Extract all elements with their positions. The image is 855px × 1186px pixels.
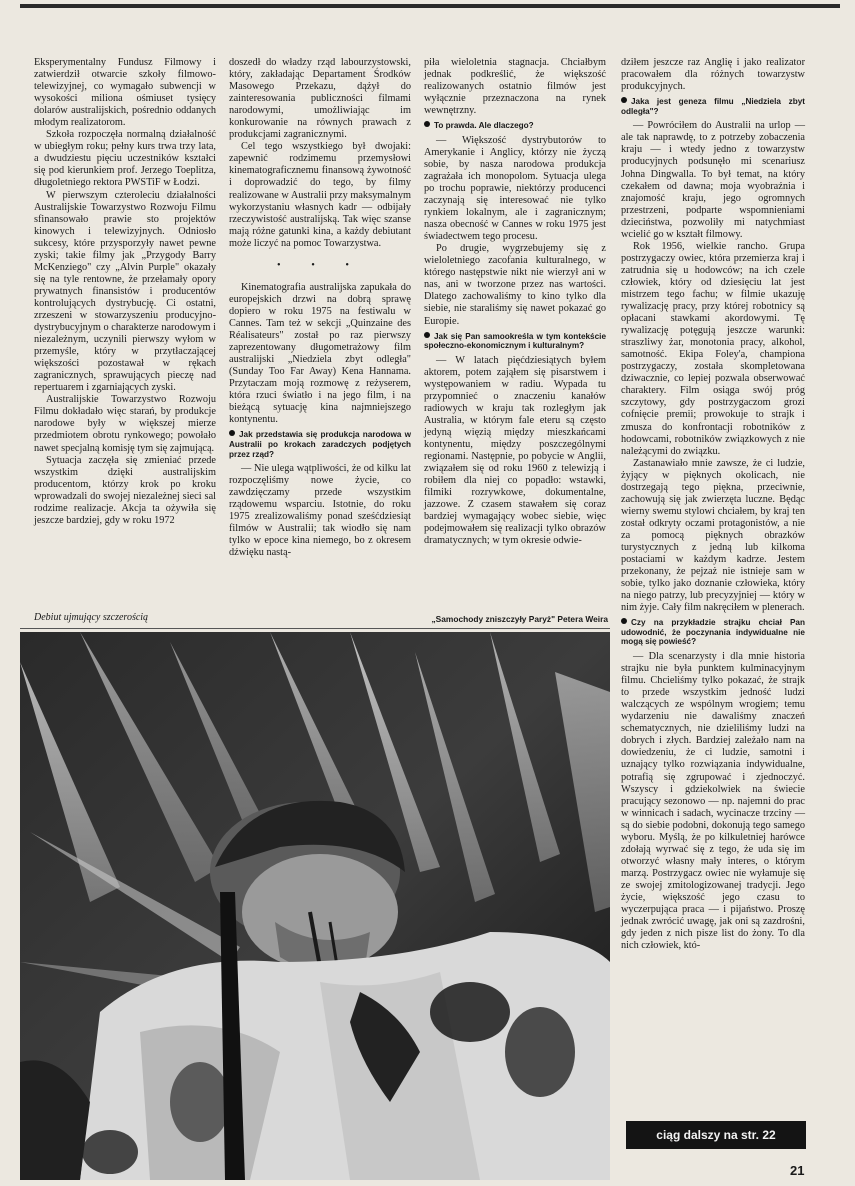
text-column-2 — [229, 57, 411, 560]
paragraph: Cel tego wszystkiego był dwojaki: zapewnić rodzimemu przemysłowi kinematograficznemu finansową żywotność i doprowadzić do tego, by filmy realizowane w Australii przy maksymalnym wykorzystaniu własnych kadr — odbijały rzeczywistość australijską. Tak więc szanse mają różne gatunki kina, a każdy debiutant może liczyć na pomoc Towarzystwa. — [229, 141, 411, 249]
photo-caption-right: „Samochody zniszczyły Paryż" Petera Weira — [431, 614, 608, 624]
question-text: Jak się Pan samookreśla w tym kontekście społeczno-ekonomicznym i kulturalnym? — [424, 331, 606, 351]
interview-question — [621, 618, 805, 647]
bullet-icon — [424, 332, 430, 338]
paragraph: — Powróciłem do Australii na urlop — ale tak naprawdę, to z potrzeby zobaczenia kraju — i wtedy jedno z towarzystw producyjnych podsunęło mi scenariusz Johna Dingwalla. To był temat, na który czekałem od dawna; moja wyobraźnia i znajomość kraju, jego ogromnych przestrzeni, podparte wspomnieniami dzieciństwa, pozwoliły mi natychmiast wcielić go w kształt filmowy. — [621, 120, 805, 240]
bullet-icon — [229, 430, 235, 436]
paragraph: W pierwszym czteroleciu działalności Australijskie Towarzystwo Rozwoju Filmu sfinansowało prawie sto projektów kinowych i telewizyjnych. Odniosło sukcesy, które przysporzyły nawet pewne zyski; takie filmy jak „Przygody Barry McKenziego" czy „Alvin Purple" okazały się na tyle rentowne, że przełamały opory prywatnych finansistów i producentów kontrolujących dystrybucję. Ci ostatni, zrzeszeni w stowarzyszeniu producyjno-dystrybucyjnym o charakterze narodowym i niezależnym, uczynili pierwszy wyłom w przemyśle, który w przytłaczającej większości pozostawał w rękach zagranicznych, sprawujących pieczę nad repertuarem i zgarniających zyski. — [34, 189, 216, 394]
bullet-icon — [621, 97, 627, 103]
paragraph: — Większość dystrybutorów to Amerykanie i Anglicy, którzy nie życzą sobie, by nasza narodowa produkcja zagrażała ich monopolom. Sytuacja ulega po trochu poprawie, niektórzy producenci zaczynają się interesować nie tylko rynkiem lokalnym, ale i zagranicznym; nasza obecność w Cannes w roku 1975 jest świadectwem tego procesu. — [424, 134, 606, 243]
paragraph: Kinematografia australijska zapukała do europejskich drzwi na dobrą sprawę dopiero w roku 1975 na festiwalu w Cannes. Tam też w sekcji „Quinzaine des Réalisateurs" został po raz pierwszy zaprezentowany długometrażowy film australijski „Niedziela zbyt odległa" (Sunday Too Far Away) Kena Hannama. Przytaczam moją rozmowę z reżyserem, która rzuci światło i na jego film, i na bieżącą sytuację kina najmniejszego kontynentu. — [229, 281, 411, 426]
caption-rule — [20, 628, 610, 629]
interview-question — [229, 430, 411, 459]
text-column-3 — [424, 57, 606, 548]
col1-paragraphs — [34, 57, 216, 527]
bullet-icon — [424, 121, 430, 127]
question-text: Jaka jest geneza filmu „Niedziela zbyt odległa"? — [621, 97, 805, 116]
paragraph: Australijskie Towarzystwo Rozwoju Filmu dokładało więc starań, by produkcje narodowe były w większej mierze przedmiotem obrotu rynkowego; powołało nawet specjalną komisję tym się zajmującą. — [34, 394, 216, 454]
photo-caption-left: Debiut ujmujący szczerością — [34, 612, 149, 623]
question-text: Jak przedstawia się produkcja narodowa w Australii po krokach zaradczych podjętych przez rząd? — [229, 430, 411, 459]
section-divider: • • • — [277, 259, 363, 271]
paragraph: — W latach pięćdziesiątych byłem aktorem, potem zająłem się pisarstwem i występowaniem w radiu. Wypada tu przypomnieć o znaczeniu kanałów radiowych w kraju tak rozległym jak Australia, w którym fale eteru są często jedyną więzią między mieszkańcami kontynentu, między poszczególnymi regionami. Następnie, po pobycie w Anglii, związałem się od roku 1960 z telewizją i robiłem dla niej co popadło: wstawki, filmiki rozrywkowe, dokumentalne, jazzowe. Z czasem stawałem się coraz bardziej wymagający wobec siebie, więc podejmowałem się realizacji tylko obrazów dramatycznych; w tym okresie odwie- — [424, 354, 606, 547]
paragraph: Zastanawiało mnie zawsze, że ci ludzie, żyjący w pięknych okolicach, nie dostrzegają tego piękna, przeciwnie, zachowują się jak zwierzęta luczne. Będąc wierny swemu stylowi chciałem, by kraj ten został odkryty oczami protagonistów, a nie za pomocą pięknych obrazków turystycznych z jedną lub kilkoma postaciami w każdym kadrze. Jestem przekonany, że pejzaż nie istnieje sam w sobie, tylko jako doznanie człowieka, który na niego patrzy, lub precyzyjniej — który w nim żyje. Cały film nakręciłem w plenerach. — [621, 457, 805, 614]
film-still-illustration — [20, 632, 610, 1180]
top-rule — [20, 4, 840, 8]
paragraph: — Nie ulega wątpliwości, że od kilku lat rozpoczęliśmy nowe życie, co zawdzięczamy przede wszystkim rządowemu wsparciu. Istotnie, do roku 1975 zrealizowaliśmy ponad sześćdziesiąt filmów w Australii; tak wiodło się nam tylko w epoce kina niemego, bo z okresem dźwięku nastą- — [229, 463, 411, 559]
text-column-1 — [34, 57, 216, 527]
paragraph: Po drugie, wygrzebujemy się z wieloletniego zacofania kulturalnego, w którego następstwie nikt nie wierzył ani w nas, ani w tworzone przez nas wartości. Dlatego zachowaliśmy to kino tylko dla siebie, nie staraliśmy się nawet pokazać go Europie. — [424, 243, 606, 327]
paragraph: Eksperymentalny Fundusz Filmowy i zatwierdził otwarcie szkoły filmowo-telewizyjnej, co wymagało subwencji w wysokości miliona ośmiuset tysięcy dolarów australijskich, pośrednio oddanych młodym realizatorom. — [34, 57, 216, 129]
paragraph: piła wieloletnia stagnacja. Chciałbym jednak podkreślić, że większość realizowanych ostatnio filmów jest wyłącznie przeznaczona na rynek wewnętrzny. — [424, 57, 606, 117]
paragraph: Szkoła rozpoczęła normalną działalność w ubiegłym roku; pełny kurs trwa trzy lata, a dwudziestu pięciu uczestników kształci się pod kierunkiem prof. Jerzego Toeplitza, długoletniego rektora PWSTiF w Łodzi. — [34, 129, 216, 189]
bullet-icon — [621, 618, 627, 624]
paragraph: dziłem jeszcze raz Anglię i jako realizator pracowałem dla różnych towarzystw produkcyjnych. — [621, 57, 805, 93]
continued-on-page: ciąg dalszy na str. 22 — [626, 1121, 806, 1149]
question-text: To prawda. Ale dlaczego? — [434, 121, 534, 131]
text-column-4 — [621, 57, 805, 952]
interview-question — [424, 121, 606, 131]
paragraph: Rok 1956, wielkie rancho. Grupa postrzygaczy owiec, która przemierza kraj i zatrudnia się u hodowców; na ich czele człowiek, który od dziesięciu lat jest mistrzem tego fachu; w filmie ukazuję rywalizację pracy, przy której robotnicy są opłacani stawkami akordowymi. Tę rywalizację potęgują jeszcze warunki: straszliwy żar, monotonia pracy, alkohol, samotność. Ekipa Foley'a, championa postrzygaczy, została skompletowana dziwacznie, co lepiej pozwala obserwować charaktery. Film osiąga swój próg szczytowy, gdy postrzygaczom grozi cofnięcie premii; prowokuje to strajk i zmusza do konfrontacji robotników z hodowcami, robotników związkowych z nie należącymi do związku. — [621, 240, 805, 457]
paragraph: Sytuacja zaczęła się zmieniać przede wszystkim dzięki australijskim producentom, którzy krok po kroku wprowadzali do swojej niezależnej sieci sal rodzime realizacje. Akcja ta ożywiła się jeszcze bardziej, gdy w roku 1972 — [34, 454, 216, 526]
paragraph: — Dla scenarzysty i dla mnie historia strajku nie była punktem kulminacyjnym filmu. Chcieliśmy tylko pokazać, że strajk to przede wszystkim jedność ludzi walczących ze wspólnym wrogiem; temu wydarzeniu nie dawaliśmy znaczeń schematycznych, nie dzieliliśmy ludzi na dobrych i złych. Bardziej zależało nam na dowiedzeniu, że ci ludzie, samotni i uznający tylko rozwiązania indywidualne, potrafią się zgrupować i zjednoczyć. Wszyscy i gdziekolwiek na świecie pracujący sezonowo — np. najemni do prac w winnicach i sadach, wycinacze trzciny — są do siebie podobni, dokonują tego samego wyboru. Myślą, że po kilkuletniej harówce zdołają wyrwać się z tego, że uda się im otworzyć własny mały interes, o którym marzą. Postrzygacz owiec nie wyłamuje się ze swojej zmitologizowanej tradycji. Jego życie, większość jego czasu to wyczerpująca praca — i pijaństwo. Proszę jednak zwrócić uwagę, jak oni są zazdrośni, gdy jeden z nich pisze list do żony. To dla nich człowiek, któ- — [621, 651, 805, 952]
interview-question — [424, 332, 606, 351]
page-number: 21 — [790, 1163, 805, 1178]
interview-question — [621, 97, 805, 116]
film-still-photo — [20, 632, 610, 1180]
question-text: Czy na przykładzie strajku chciał Pan udowodnić, że poczynania indywidualne nie mogą się powieść? — [621, 618, 805, 647]
paragraph: doszedł do władzy rząd labourzystowski, który, zakładając Departament Środków Masowego Przekazu, dążył do zainteresowania publiczności filmami narodowymi, umożliwiając im konkurowanie na równych prawach z produkcjami zagranicznymi. — [229, 57, 411, 141]
